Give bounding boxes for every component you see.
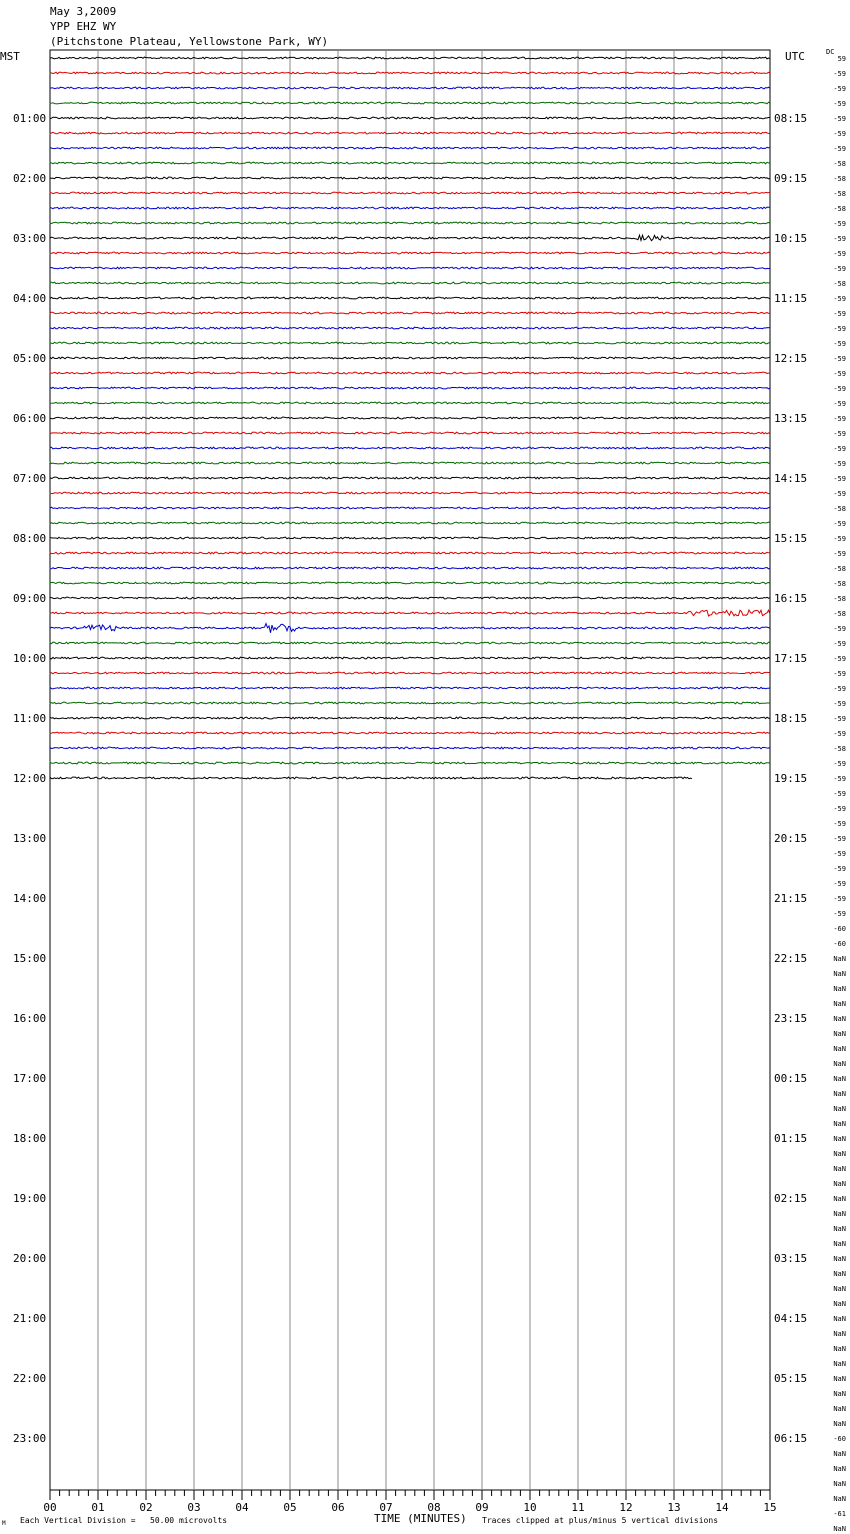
dc-offset-label: -59 — [833, 700, 846, 708]
dc-offset-label: -59 — [833, 415, 846, 423]
utc-hour-label: 03:15 — [774, 1252, 808, 1265]
utc-hour-label: 20:15 — [774, 832, 808, 845]
seismic-trace — [50, 762, 770, 764]
dc-offset-label: -59 — [833, 520, 846, 528]
seismic-trace — [50, 522, 770, 524]
mst-hour-label: 06:00 — [13, 412, 47, 425]
seismic-trace — [50, 567, 770, 569]
utc-hour-label: 01:15 — [774, 1132, 808, 1145]
seismic-trace — [50, 222, 770, 224]
seismic-trace — [50, 702, 770, 704]
dc-offset-label: -59 — [833, 430, 846, 438]
dc-offset-label: NaN — [833, 1390, 846, 1398]
dc-offset-label: NaN — [833, 1015, 846, 1023]
dc-offset-label: -59 — [833, 550, 846, 558]
seismic-trace — [50, 102, 770, 104]
dc-offset-label: -59 — [833, 460, 846, 468]
seismic-trace — [50, 327, 770, 329]
x-tick-label: 08 — [427, 1501, 441, 1514]
dc-offset-label: -59 — [833, 880, 846, 888]
x-tick-label: 13 — [667, 1501, 681, 1514]
x-tick-label: 12 — [619, 1501, 633, 1514]
seismic-trace — [50, 610, 770, 616]
dc-offset-label: -59 — [833, 655, 846, 663]
seismic-trace — [50, 747, 770, 749]
dc-offset-label: NaN — [833, 1360, 846, 1368]
dc-offset-label: NaN — [833, 1195, 846, 1203]
dc-offset-label: -59 — [833, 235, 846, 243]
station-code: YPP EHZ WY — [50, 20, 117, 33]
dc-offset-label: -59 — [833, 250, 846, 258]
clipping-note: Traces clipped at plus/minus 5 vertical divisions — [482, 1516, 719, 1525]
seismic-trace — [50, 552, 770, 554]
seismic-trace — [50, 147, 770, 149]
dc-offset-label: NaN — [833, 1225, 846, 1233]
dc-offset-label: -59 — [833, 715, 846, 723]
dc-offset-label: NaN — [833, 1525, 846, 1533]
mst-label: MST — [0, 50, 20, 63]
utc-hour-label: 18:15 — [774, 712, 808, 725]
dc-offset-label: -59 — [833, 760, 846, 768]
dc-offset-label: NaN — [833, 1135, 846, 1143]
dc-offset-label: NaN — [833, 1450, 846, 1458]
dc-offset-label: -59 — [833, 355, 846, 363]
x-tick-label: 14 — [715, 1501, 729, 1514]
dc-offset-label: -59 — [833, 805, 846, 813]
dc-offset-label: -58 — [833, 205, 846, 213]
mst-hour-label: 05:00 — [13, 352, 47, 365]
seismic-trace — [50, 207, 770, 209]
dc-offset-label: -58 — [833, 565, 846, 573]
dc-offset-label: NaN — [833, 1030, 846, 1038]
x-tick-label: 10 — [523, 1501, 537, 1514]
mst-hour-label: 13:00 — [13, 832, 47, 845]
mst-hour-label: 15:00 — [13, 952, 47, 965]
mst-hour-label: 16:00 — [13, 1012, 47, 1025]
dc-offset-label: NaN — [833, 1240, 846, 1248]
dc-offset-label: -59 — [833, 130, 846, 138]
dc-offset-label: -59 — [833, 310, 846, 318]
dc-offset-label: NaN — [833, 1105, 846, 1113]
dc-offset-label: NaN — [833, 1165, 846, 1173]
dc-offset-label: NaN — [833, 955, 846, 963]
seismic-trace — [50, 252, 770, 254]
dc-offset-label: NaN — [833, 1060, 846, 1068]
dc-offset-label: -59 — [833, 625, 846, 633]
utc-hour-label: 14:15 — [774, 472, 808, 485]
seismic-trace — [50, 372, 770, 374]
dc-offset-label: NaN — [833, 970, 846, 978]
dc-offset-label: NaN — [833, 1375, 846, 1383]
dc-offset-label: -58 — [833, 190, 846, 198]
seismic-trace — [50, 177, 770, 179]
utc-hour-label: 11:15 — [774, 292, 808, 305]
seismic-trace — [50, 462, 770, 464]
dc-label: DC — [826, 48, 835, 56]
seismic-trace — [50, 642, 770, 644]
dc-offset-label: NaN — [833, 1330, 846, 1338]
utc-hour-label: 02:15 — [774, 1192, 808, 1205]
mst-hour-label: 22:00 — [13, 1372, 47, 1385]
utc-hour-label: 21:15 — [774, 892, 808, 905]
mst-hour-label: 07:00 — [13, 472, 47, 485]
x-tick-label: 03 — [187, 1501, 201, 1514]
dc-offset-label: -59 — [833, 730, 846, 738]
dc-offset-label: NaN — [833, 1300, 846, 1308]
dc-offset-label: -59 — [833, 895, 846, 903]
utc-hour-label: 09:15 — [774, 172, 808, 185]
seismic-trace — [50, 507, 770, 509]
dc-offset-label: NaN — [833, 1420, 846, 1428]
dc-offset-label: -59 — [833, 220, 846, 228]
mst-hour-label: 14:00 — [13, 892, 47, 905]
dc-offset-label: -59 — [833, 790, 846, 798]
dc-offset-label: NaN — [833, 1255, 846, 1263]
utc-hour-label: 12:15 — [774, 352, 808, 365]
seismic-trace — [50, 657, 770, 659]
seismic-trace — [50, 387, 770, 389]
seismic-trace — [50, 597, 770, 599]
dc-offset-label: -59 — [833, 340, 846, 348]
seismic-trace — [50, 132, 770, 134]
dc-offset-label: -60 — [833, 940, 846, 948]
mst-hour-label: 18:00 — [13, 1132, 47, 1145]
mst-hour-label: 01:00 — [13, 112, 47, 125]
dc-offset-label: NaN — [833, 1405, 846, 1413]
x-tick-label: 05 — [283, 1501, 297, 1514]
seismic-trace — [50, 672, 770, 674]
dc-offset-label: NaN — [833, 1180, 846, 1188]
dc-offset-label: -59 — [833, 640, 846, 648]
dc-offset-label: -59 — [833, 775, 846, 783]
seismic-trace — [50, 432, 770, 434]
dc-offset-label: -59 — [833, 670, 846, 678]
mst-hour-label: 03:00 — [13, 232, 47, 245]
dc-offset-label: -59 — [833, 385, 846, 393]
dc-offset-label: -59 — [833, 400, 846, 408]
dc-offset-label: NaN — [833, 1210, 846, 1218]
mst-hour-label: 17:00 — [13, 1072, 47, 1085]
seismic-trace — [50, 297, 770, 299]
mst-hour-label: 23:00 — [13, 1432, 47, 1445]
seismic-trace — [50, 417, 770, 419]
utc-hour-label: 13:15 — [774, 412, 808, 425]
chart-date: May 3,2009 — [50, 5, 117, 18]
utc-hour-label: 04:15 — [774, 1312, 808, 1325]
vertical-scale-note: Each Vertical Division = 50.00 microvolts — [20, 1516, 228, 1525]
mst-hour-label: 08:00 — [13, 532, 47, 545]
seismic-trace — [50, 72, 770, 74]
dc-offset-label: -59 — [833, 820, 846, 828]
dc-offset-label: -59 — [833, 865, 846, 873]
dc-offset-label: -59 — [833, 325, 846, 333]
mst-hour-label: 11:00 — [13, 712, 47, 725]
dc-offset-label: -59 — [833, 100, 846, 108]
seismic-trace — [50, 192, 770, 194]
dc-offset-label: NaN — [833, 1000, 846, 1008]
seismic-trace — [50, 492, 770, 494]
utc-hour-label: 10:15 — [774, 232, 808, 245]
dc-offset-label: NaN — [833, 1345, 846, 1353]
seismic-trace — [50, 57, 770, 59]
mst-hour-label: 02:00 — [13, 172, 47, 185]
dc-offset-label: NaN — [833, 1075, 846, 1083]
seismic-trace — [50, 537, 770, 539]
x-tick-label: 11 — [571, 1501, 585, 1514]
seismic-trace — [50, 117, 770, 119]
utc-hour-label: 15:15 — [774, 532, 808, 545]
seismic-trace — [50, 582, 770, 584]
dc-offset-label: -58 — [833, 595, 846, 603]
utc-hour-label: 23:15 — [774, 1012, 808, 1025]
mst-hour-label: 19:00 — [13, 1192, 47, 1205]
seismic-trace — [50, 312, 770, 314]
seismic-trace — [50, 477, 770, 479]
mst-hour-label: 10:00 — [13, 652, 47, 665]
utc-hour-label: 00:15 — [774, 1072, 808, 1085]
dc-offset-label: -59 — [833, 145, 846, 153]
seismic-trace — [50, 235, 770, 241]
dc-offset-label: NaN — [833, 1285, 846, 1293]
dc-offset-label: -58 — [833, 160, 846, 168]
dc-offset-label: NaN — [833, 1045, 846, 1053]
dc-offset-label: -59 — [833, 295, 846, 303]
dc-offset-label: -60 — [833, 925, 846, 933]
seismic-trace — [50, 162, 770, 164]
mst-hour-label: 04:00 — [13, 292, 47, 305]
seismic-trace — [50, 717, 770, 719]
mst-hour-label: 21:00 — [13, 1312, 47, 1325]
dc-offset-label: NaN — [833, 1495, 846, 1503]
dc-offset-label: -59 — [833, 445, 846, 453]
seismic-trace — [50, 342, 770, 344]
dc-offset-label: -60 — [833, 1435, 846, 1443]
dc-offset-label: NaN — [833, 985, 846, 993]
dc-offset-label: -58 — [833, 505, 846, 513]
x-tick-label: 00 — [43, 1501, 57, 1514]
dc-offset-label: -58 — [833, 745, 846, 753]
dc-offset-label: NaN — [833, 1465, 846, 1473]
seismic-trace — [50, 87, 770, 89]
dc-offset-label: NaN — [833, 1480, 846, 1488]
dc-offset-label: -59 — [833, 910, 846, 918]
dc-offset-label: NaN — [833, 1315, 846, 1323]
utc-hour-label: 22:15 — [774, 952, 808, 965]
x-tick-label: 09 — [475, 1501, 489, 1514]
x-tick-label: 06 — [331, 1501, 345, 1514]
mst-hour-label: 09:00 — [13, 592, 47, 605]
seismic-trace — [50, 267, 770, 269]
dc-offset-label: NaN — [833, 1090, 846, 1098]
dc-offset-label: -58 — [833, 175, 846, 183]
seismic-trace — [50, 447, 770, 449]
x-tick-label: 07 — [379, 1501, 393, 1514]
dc-offset-label: -59 — [833, 85, 846, 93]
dc-offset-label: -59 — [833, 490, 846, 498]
utc-hour-label: 16:15 — [774, 592, 808, 605]
utc-hour-label: 05:15 — [774, 1372, 808, 1385]
dc-offset-label: -58 — [833, 580, 846, 588]
mst-hour-label: 20:00 — [13, 1252, 47, 1265]
seismic-trace — [50, 687, 770, 689]
x-tick-label: 02 — [139, 1501, 153, 1514]
utc-hour-label: 08:15 — [774, 112, 808, 125]
plot-frame — [50, 50, 770, 1490]
utc-hour-label: 06:15 — [774, 1432, 808, 1445]
seismic-trace — [50, 624, 770, 633]
dc-offset-label: NaN — [833, 1150, 846, 1158]
x-tick-label: 01 — [91, 1501, 105, 1514]
dc-offset-label: -59 — [833, 70, 846, 78]
seismic-trace — [50, 282, 770, 284]
dc-offset-label: -59 — [833, 475, 846, 483]
dc-offset-label: NaN — [833, 1270, 846, 1278]
utc-hour-label: 19:15 — [774, 772, 808, 785]
dc-offset-label: -61 — [833, 1510, 846, 1518]
dc-offset-label: -59 — [833, 265, 846, 273]
dc-offset-label: -59 — [833, 370, 846, 378]
dc-offset-label: 59 — [837, 55, 846, 63]
x-tick-label: 04 — [235, 1501, 249, 1514]
dc-offset-label: -59 — [833, 535, 846, 543]
dc-offset-label: -59 — [833, 835, 846, 843]
dc-offset-label: -59 — [833, 115, 846, 123]
dc-offset-label: NaN — [833, 1120, 846, 1128]
seismic-trace — [50, 357, 770, 359]
mst-hour-label: 12:00 — [13, 772, 47, 785]
seismic-trace — [50, 402, 770, 404]
dc-offset-label: -58 — [833, 610, 846, 618]
station-location: (Pitchstone Plateau, Yellowstone Park, WY) — [50, 35, 329, 48]
dc-offset-label: -59 — [833, 685, 846, 693]
x-axis-title: TIME (MINUTES) — [374, 1512, 467, 1525]
corner-mark: M — [2, 1520, 6, 1527]
utc-label: UTC — [785, 50, 805, 63]
dc-offset-label: -59 — [833, 850, 846, 858]
x-tick-label: 15 — [763, 1501, 777, 1514]
dc-offset-label: -58 — [833, 280, 846, 288]
utc-hour-label: 17:15 — [774, 652, 808, 665]
seismic-trace — [50, 732, 770, 734]
